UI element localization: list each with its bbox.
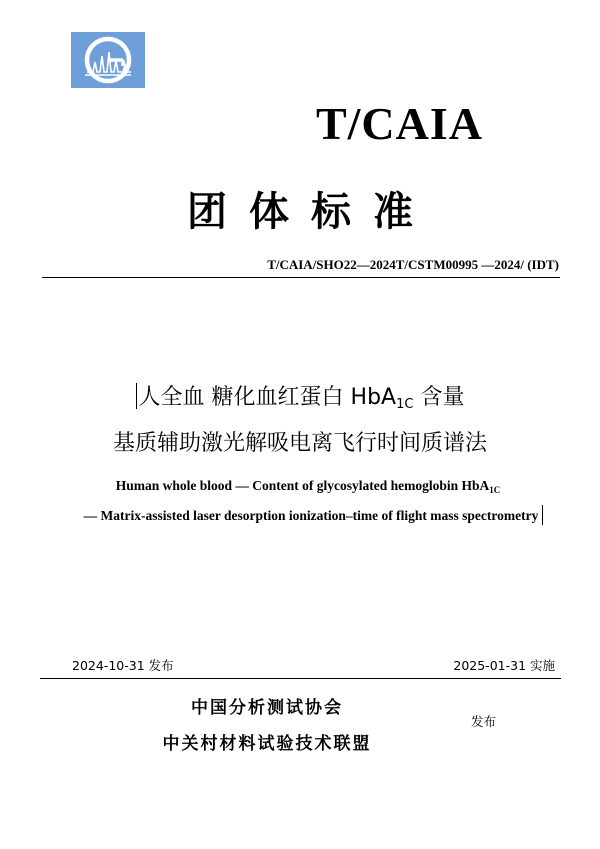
issuer-org-1: 中国分析测试协会: [191, 698, 343, 718]
title-zh-line-1-suffix: 含量: [413, 385, 465, 410]
top-divider: [42, 277, 560, 278]
title-en-line-2-text: — Matrix-assisted laser desorption ionization–time of flight mass spectrometry: [83, 508, 539, 523]
standard-number: T/CAIA/SHO22—2024T/CSTM00995 —2024/ (IDT): [267, 257, 559, 272]
text-cursor-mark-2: [542, 505, 543, 525]
association-logo-icon: [71, 32, 145, 88]
implement-date: 2025-01-31 实施: [453, 658, 555, 673]
standard-code: T/CAIA: [315, 98, 483, 149]
title-zh-line-2: 基质辅助激光解吸电离飞行时间质谱法: [112, 431, 487, 456]
title-zh-line-1-subscript: 1C: [396, 397, 414, 412]
publish-date: 2024-10-31 发布: [72, 658, 174, 673]
title-en-line-1-text: Human whole blood — Content of glycosylated hemoglobin HbA: [115, 478, 490, 493]
title-en-line-2: [0, 505, 600, 526]
title-zh-line-1: [0, 383, 600, 420]
text-cursor-mark: [136, 383, 137, 409]
issue-label: 发布: [471, 714, 497, 729]
title-en-line-1: [0, 476, 600, 500]
bottom-divider: [40, 678, 561, 679]
title-en-line-1-subscript: 1C: [489, 485, 501, 495]
issuer-org-2: 中关村材料试验技术联盟: [162, 734, 372, 754]
standard-kind-title: 团体标准: [187, 189, 435, 235]
title-zh-line-1-text: 人全血 糖化血红蛋白 HbA: [138, 385, 397, 410]
